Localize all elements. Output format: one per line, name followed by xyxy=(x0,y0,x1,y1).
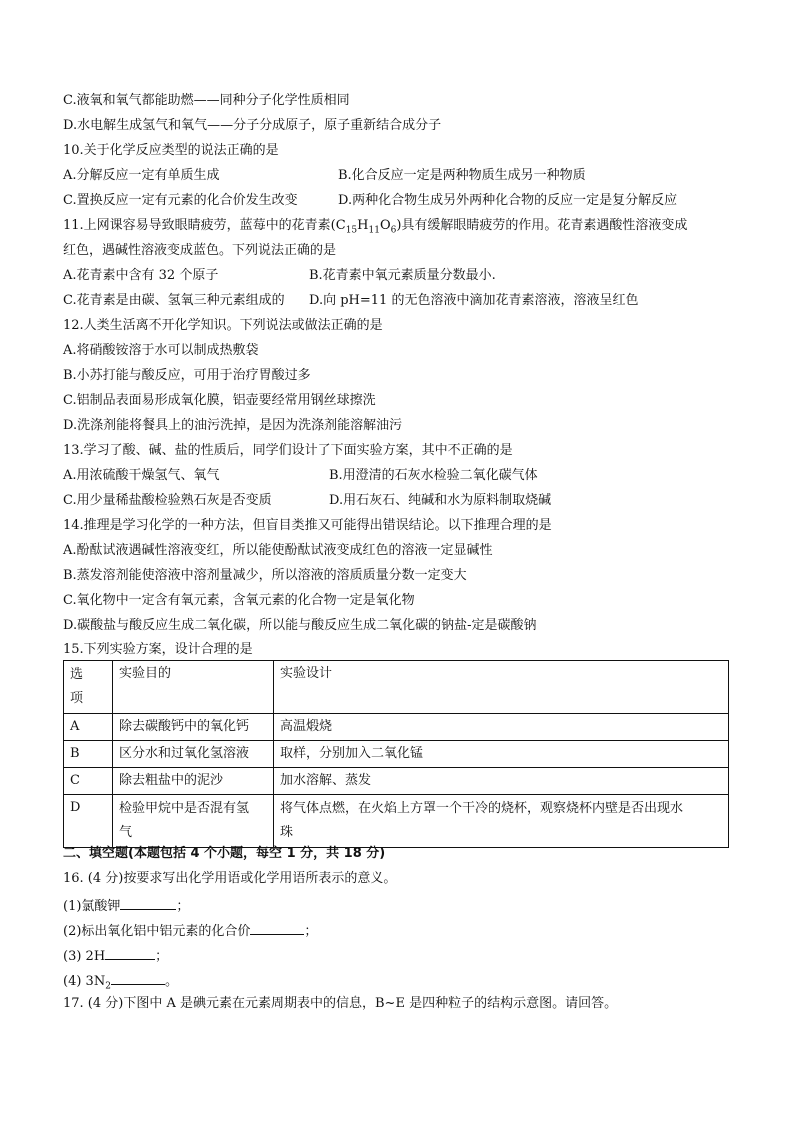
row-goal: 区分水和过氧化氢溶液 xyxy=(113,741,274,768)
q11-option-c: C.花青素是由碳、氢氧三种元素组成的 xyxy=(63,293,285,308)
q12-option-a: A.将硝酸铵溶于水可以制成热敷袋 xyxy=(63,343,259,358)
q13-option-a: A.用浓硫酸干燥氢气、氧气 xyxy=(63,468,220,483)
answer-blank[interactable] xyxy=(250,920,304,935)
q10-option-c: C.置换反应一定有元素的化合价发生改变 xyxy=(63,193,298,208)
q16-3-label: (3) 2H xyxy=(63,949,106,964)
q11-stem-line2: 红色，遇碱性溶液变成蓝色。下列说法正确的是 xyxy=(63,243,337,258)
q16-2-label: (2)标出氧化铝中铝元素的化合价 xyxy=(63,924,251,939)
row-goal: 除去碳酸钙中的氧化钙 xyxy=(113,714,274,741)
q14-option-a: A.酚酞试液遇碱性溶液变红，所以能使酚酞试液变成红色的溶液一定显碱性 xyxy=(63,543,493,558)
row-goal xyxy=(113,795,274,848)
section-2-title: 二、填空题(本题包括 4 个小题，每空 1 分，共 18 分) xyxy=(63,846,386,861)
q16-item-3 xyxy=(63,945,168,963)
q11-stem-pre: 11.上网课容易导致眼睛疲劳，蓝莓中的花青素(C xyxy=(63,218,346,233)
q15-table xyxy=(63,660,729,848)
answer-blank[interactable] xyxy=(105,945,155,960)
q16-2-end: ； xyxy=(304,924,318,939)
row-option: D xyxy=(64,795,113,848)
header-goal: 实验目的 xyxy=(113,661,274,714)
formula-sub-h: 11 xyxy=(368,225,380,236)
q14-stem: 14.推理是学习化学的一种方法，但盲目类推又可能得出错误结论。以下推理合理的是 xyxy=(63,518,552,533)
q10-option-b: B.化合反应一定是两种物质生成另一种物质 xyxy=(338,168,586,183)
q11-stem-line1 xyxy=(63,217,687,235)
row-design: 加水溶解、蒸发 xyxy=(274,768,729,795)
q10-option-d: D.两种化合物生成另外两种化合物的反应一定是复分解反应 xyxy=(338,193,678,208)
q12-stem: 12.人类生活离不开化学知识。下列说法或做法正确的是 xyxy=(63,318,383,333)
q14-option-d: D.碳酸盐与酸反应生成二氧化碳，所以能与酸反应生成二氧化碳的钠盐-定是碳酸钠 xyxy=(63,618,537,633)
q11-stem-post: )具有缓解眼睛疲劳的作用。花青素遇酸性溶液变成 xyxy=(396,218,688,233)
row-design-part1: 将气体点燃，在火焰上方罩一个干冷的烧杯，观察烧杯内壁是否出现水 xyxy=(280,801,684,816)
q16-1-end: ； xyxy=(176,899,190,914)
row-design: 取样，分别加入二氧化锰 xyxy=(274,741,729,768)
row-option: A xyxy=(64,714,113,741)
formula-sub-c: 15 xyxy=(345,225,358,236)
q13-option-b: B.用澄清的石灰水检验二氧化碳气体 xyxy=(329,468,538,483)
q16-1-label: (1)氯酸钾 xyxy=(63,899,121,914)
q11-option-a: A.花青素中含有 32 个原子 xyxy=(63,268,219,283)
table-row xyxy=(64,741,729,768)
q12-option-c: C.铝制品表面易形成氧化膜，铝壶要经常用钢丝球擦洗 xyxy=(63,393,376,408)
q16-stem: 16. (4 分)按要求写出化学用语或化学用语所表示的意义。 xyxy=(63,871,397,886)
header-option xyxy=(64,661,113,714)
formula-sub-o: 6 xyxy=(390,225,397,236)
header-option-char2: 项 xyxy=(70,691,84,706)
q10-option-a: A.分解反应一定有单质生成 xyxy=(63,168,220,183)
q12-option-b: B.小苏打能与酸反应，可用于治疗胃酸过多 xyxy=(63,368,311,383)
row-design xyxy=(274,795,729,848)
q16-item-1 xyxy=(63,895,189,913)
row-design-part2: 珠 xyxy=(280,825,294,840)
row-option: C xyxy=(64,768,113,795)
q17-stem: 17. (4 分)下图中 A 是碘元素在元素周期表中的信息，B~E 是四种粒子的结构示意图。请回答。 xyxy=(63,996,618,1011)
formula-o: O xyxy=(379,218,391,233)
q12-option-d: D.洗涤剂能将餐具上的油污洗掉，是因为洗涤剂能溶解油污 xyxy=(63,418,403,433)
q16-4-label: (4) 3N xyxy=(63,974,106,989)
q13-option-d: D.用石灰石、纯碱和水为原料制取烧碱 xyxy=(329,493,552,508)
q16-4-subscript: 2 xyxy=(105,981,111,992)
row-goal-part2: 气 xyxy=(119,825,133,840)
q15-stem: 15.下列实验方案，设计合理的是 xyxy=(63,642,253,657)
q16-3-end: ； xyxy=(155,949,169,964)
table-row xyxy=(64,795,729,848)
row-option: B xyxy=(64,741,113,768)
q11-option-b: B.花青素中氧元素质量分数最小. xyxy=(309,268,496,283)
q16-item-2 xyxy=(63,920,317,938)
header-design: 实验设计 xyxy=(274,661,729,714)
row-goal-part1: 检验甲烷中是否混有氢 xyxy=(119,801,250,816)
q9-option-d: D.水电解生成氢气和氧气——分子分成原子，原子重新结合成分子 xyxy=(63,118,442,133)
answer-blank[interactable] xyxy=(111,970,165,985)
q16-item-4 xyxy=(63,970,178,992)
answer-blank[interactable] xyxy=(120,895,176,910)
formula-h: H xyxy=(357,218,369,233)
q14-option-b: B.蒸发溶剂能使溶液中溶剂量减少，所以溶液的溶质质量分数一定变大 xyxy=(63,568,467,583)
table-row xyxy=(64,768,729,795)
q13-option-c: C.用少量稀盐酸检验熟石灰是否变质 xyxy=(63,493,272,508)
q11-option-d: D.向 pH=11 的无色溶液中滴加花青素溶液，溶液呈红色 xyxy=(309,293,639,308)
q9-option-c: C.液氧和氧气都能助燃——同种分子化学性质相同 xyxy=(63,93,350,108)
table-row xyxy=(64,714,729,741)
q16-4-end: 。 xyxy=(164,974,178,989)
header-option-char1: 选 xyxy=(70,667,84,682)
q13-stem: 13.学习了酸、碱、盐的性质后，同学们设计了下面实验方案，其中不正确的是 xyxy=(63,443,513,458)
table-header-row xyxy=(64,661,729,714)
row-design: 高温煅烧 xyxy=(274,714,729,741)
q10-stem: 10.关于化学反应类型的说法正确的是 xyxy=(63,143,279,158)
q14-option-c: C.氧化物中一定含有氧元素，含氧元素的化合物一定是氧化物 xyxy=(63,593,415,608)
row-goal: 除去粗盐中的泥沙 xyxy=(113,768,274,795)
